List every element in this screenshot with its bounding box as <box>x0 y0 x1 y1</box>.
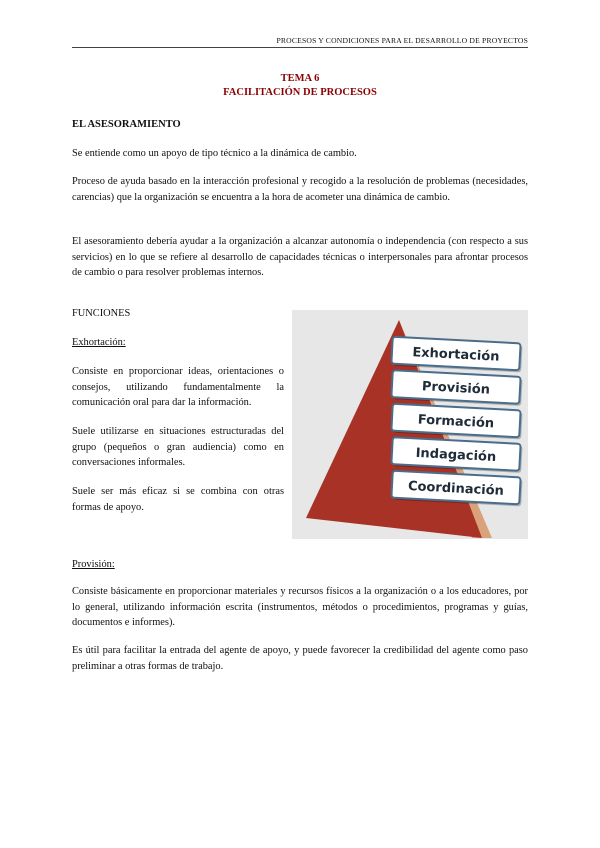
exhortacion-paragraph-2: Suele utilizarse en situaciones estructuradas del grupo (pequeños o gran audiencia) como en conversaciones informales. <box>72 426 284 468</box>
paragraph-definition: Se entiende como un apoyo de tipo técnico a la dinámica de cambio. <box>72 148 357 159</box>
exhortacion-paragraph-1: Consiste en proporcionar ideas, orientaciones o consejos, utilizando fundamentalmente la comunicación oral para dar la información. <box>72 366 284 408</box>
exhortacion-paragraph-3: Suele ser más eficaz si se combina con otras formas de apoyo. <box>72 486 284 513</box>
pyramid-level-label: Exhortación <box>411 345 500 365</box>
provision-paragraph-1: Consiste básicamente en proporcionar materiales y recursos físicos a la organización o a los educadores, por lo general, utilizando información escrita (instrumentos, métodos o procedimientos, programas y guías, documentos e informes). <box>72 586 528 628</box>
section-heading: EL ASESORAMIENTO <box>72 119 181 130</box>
pyramid-level-label: Indagación <box>415 445 497 466</box>
functions-pyramid-figure <box>292 310 528 539</box>
funciones-heading: FUNCIONES <box>72 308 131 319</box>
provision-paragraph-2: Es útil para facilitar la entrada del agente de apoyo, y puede favorecer la credibilidad del agente como paso preliminar a otras formas de trabajo. <box>72 645 528 672</box>
paragraph-process: Proceso de ayuda basado en la interacción profesional y recogido a la resolución de problemas (necesidades, carencias) que la organización se encuentra a la hora de acometer una dinámica de cambio. <box>72 176 528 203</box>
pyramid-level-label: Formación <box>417 412 495 432</box>
paragraph-autonomy: El asesoramiento debería ayudar a la organización a alcanzar autonomía o independencia (con respecto a sus servicios) en lo que se refiere al desarrollo de capacidades técnicas o interpersonales para afrontar procesos de cambio o para resolver problemas internos. <box>72 236 528 278</box>
exhortacion-subheading: Exhortación: <box>72 337 126 348</box>
running-header: PROCESOS Y CONDICIONES PARA EL DESARROLLO DE PROYECTOS <box>72 36 528 48</box>
pyramid-level-label: Provisión <box>421 379 491 398</box>
topic-number: TEMA 6 <box>280 73 320 84</box>
pyramid-graphic <box>292 310 528 539</box>
pyramid-level-label: Coordinación <box>407 478 505 499</box>
provision-subheading: Provisión: <box>72 559 115 570</box>
page-title: FACILITACIÓN DE PROCESOS <box>223 87 377 98</box>
